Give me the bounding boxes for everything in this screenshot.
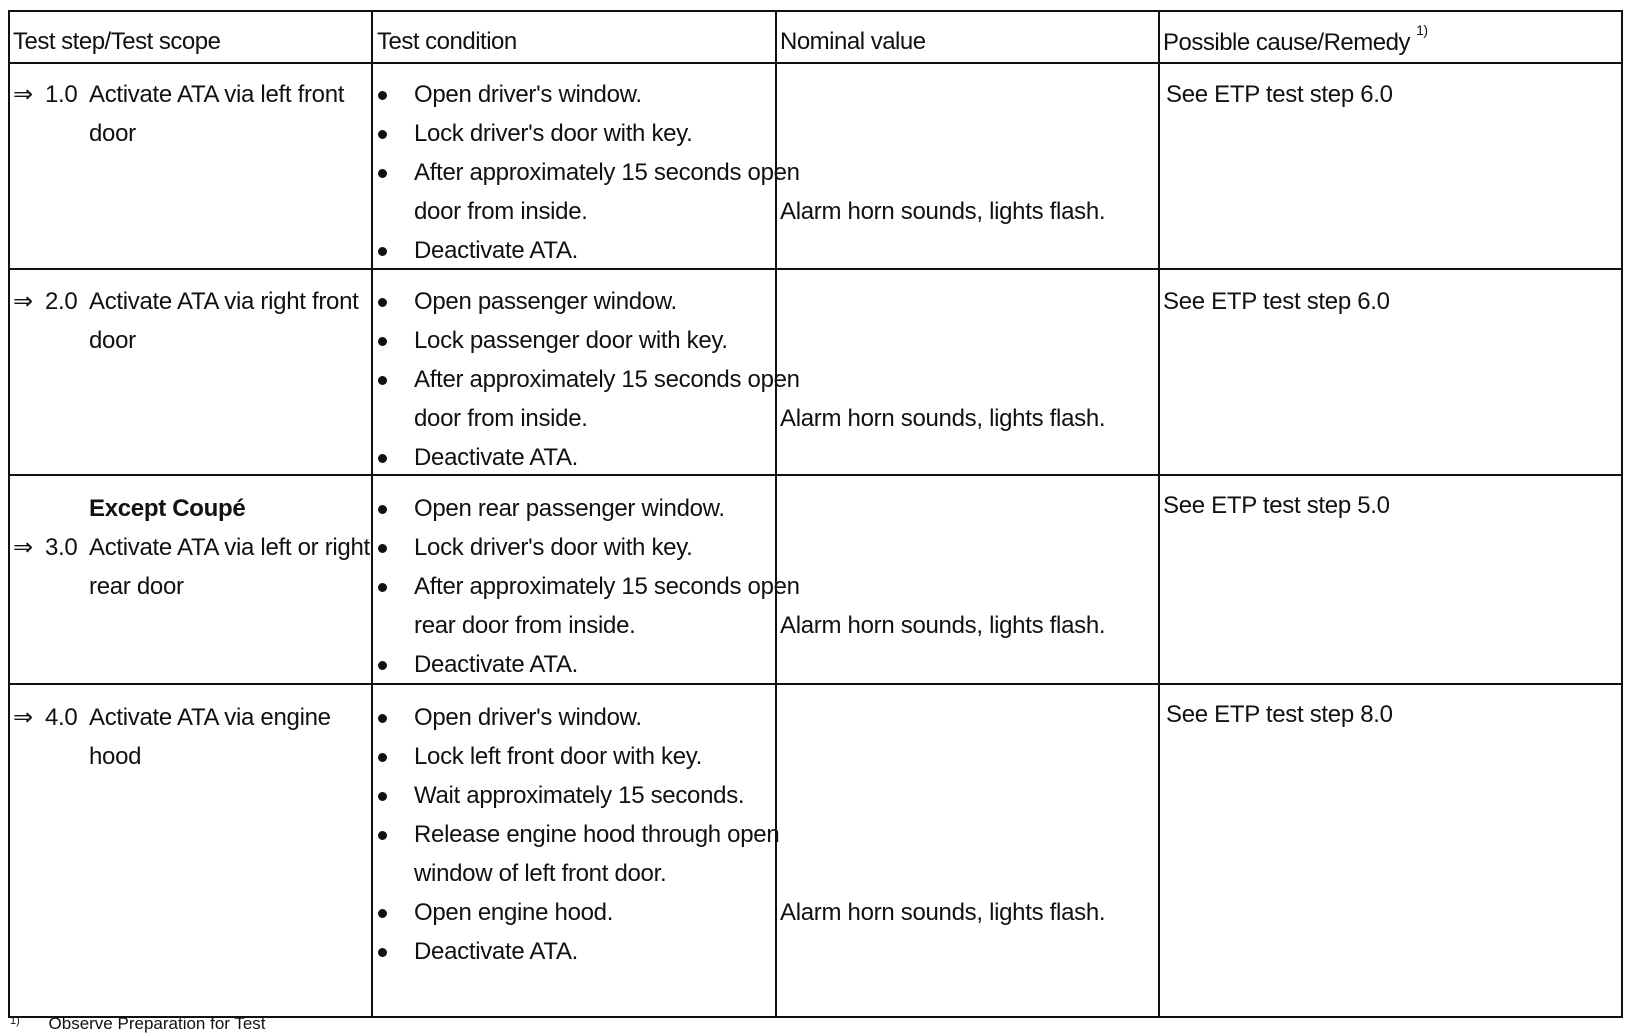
- scope-text: door: [89, 327, 136, 354]
- condition-item: Open rear passenger window.: [414, 495, 725, 522]
- step-number: 1.0: [45, 81, 78, 108]
- bullet-icon: [378, 753, 387, 762]
- condition-item: window of left front door.: [414, 860, 667, 887]
- remedy-text: See ETP test step 5.0: [1163, 492, 1390, 519]
- condition-item: Lock driver's door with key.: [414, 120, 693, 147]
- footnote: [10, 1014, 266, 1034]
- nominal-value: Alarm horn sounds, lights flash.: [780, 612, 1106, 639]
- bullet-icon: [378, 505, 387, 514]
- bullet-icon: [378, 544, 387, 553]
- scope-text: door: [89, 120, 136, 147]
- condition-item: Open passenger window.: [414, 288, 677, 315]
- bullet-icon: [378, 831, 387, 840]
- row-divider: [10, 474, 1621, 476]
- bullet-icon: [378, 792, 387, 801]
- scope-heading: Except Coupé: [89, 495, 246, 522]
- nominal-value: Alarm horn sounds, lights flash.: [780, 899, 1106, 926]
- scope-text: Activate ATA via left or right: [89, 534, 370, 561]
- step-arrow-icon: ⇒: [13, 81, 34, 108]
- column-divider: [371, 12, 373, 1016]
- condition-item: Wait approximately 15 seconds.: [414, 782, 745, 809]
- scope-text: Activate ATA via right front: [89, 288, 359, 315]
- header-possible-cause-label: Possible cause/Remedy: [1163, 29, 1410, 56]
- bullet-icon: [378, 247, 387, 256]
- scope-text: hood: [89, 743, 142, 770]
- condition-item: Lock left front door with key.: [414, 743, 703, 770]
- condition-item: Lock driver's door with key.: [414, 534, 693, 561]
- condition-item: Deactivate ATA.: [414, 651, 579, 678]
- bullet-icon: [378, 337, 387, 346]
- step-number: 4.0: [45, 704, 78, 731]
- bullet-icon: [378, 714, 387, 723]
- row-divider: [10, 62, 1621, 64]
- column-divider: [1158, 12, 1160, 1016]
- bullet-icon: [378, 454, 387, 463]
- step-number: 3.0: [45, 534, 78, 561]
- condition-item: Deactivate ATA.: [414, 237, 579, 264]
- header-test-step: Test step/Test scope: [13, 28, 221, 55]
- remedy-text: See ETP test step 6.0: [1163, 288, 1390, 315]
- condition-item: door from inside.: [414, 198, 588, 225]
- remedy-text: See ETP test step 8.0: [1166, 701, 1393, 728]
- condition-item: Deactivate ATA.: [414, 938, 579, 965]
- bullet-icon: [378, 583, 387, 592]
- condition-item: door from inside.: [414, 405, 588, 432]
- condition-item: After approximately 15 seconds open: [414, 159, 800, 186]
- bullet-icon: [378, 169, 387, 178]
- condition-item: Lock passenger door with key.: [414, 327, 728, 354]
- bullet-icon: [378, 909, 387, 918]
- row-divider: [10, 268, 1621, 270]
- footnote-mark: 1): [10, 1015, 20, 1027]
- scope-text: Activate ATA via engine: [89, 704, 331, 731]
- condition-item: Open engine hood.: [414, 899, 614, 926]
- footnote-text: Observe Preparation for Test: [48, 1014, 266, 1033]
- nominal-value: Alarm horn sounds, lights flash.: [780, 198, 1106, 225]
- condition-item: Open driver's window.: [414, 81, 642, 108]
- scope-text: Activate ATA via left front: [89, 81, 345, 108]
- bullet-icon: [378, 91, 387, 100]
- header-test-condition: Test condition: [377, 28, 517, 55]
- condition-item: Deactivate ATA.: [414, 444, 579, 471]
- condition-item: Release engine hood through open: [414, 821, 780, 848]
- header-possible-cause: [1163, 22, 1428, 57]
- test-table: [8, 10, 1623, 1018]
- nominal-value: Alarm horn sounds, lights flash.: [780, 405, 1106, 432]
- condition-item: After approximately 15 seconds open: [414, 366, 800, 393]
- bullet-icon: [378, 661, 387, 670]
- step-arrow-icon: ⇒: [13, 534, 34, 561]
- header-nominal-value: Nominal value: [780, 28, 926, 55]
- remedy-text: See ETP test step 6.0: [1166, 81, 1393, 108]
- condition-item: rear door from inside.: [414, 612, 636, 639]
- step-arrow-icon: ⇒: [13, 288, 34, 315]
- scope-text: rear door: [89, 573, 184, 600]
- footnote-reference: 1): [1416, 22, 1428, 38]
- condition-item: Open driver's window.: [414, 704, 642, 731]
- row-divider: [10, 683, 1621, 685]
- bullet-icon: [378, 948, 387, 957]
- step-number: 2.0: [45, 288, 78, 315]
- step-arrow-icon: ⇒: [13, 704, 34, 731]
- bullet-icon: [378, 298, 387, 307]
- bullet-icon: [378, 376, 387, 385]
- bullet-icon: [378, 130, 387, 139]
- condition-item: After approximately 15 seconds open: [414, 573, 800, 600]
